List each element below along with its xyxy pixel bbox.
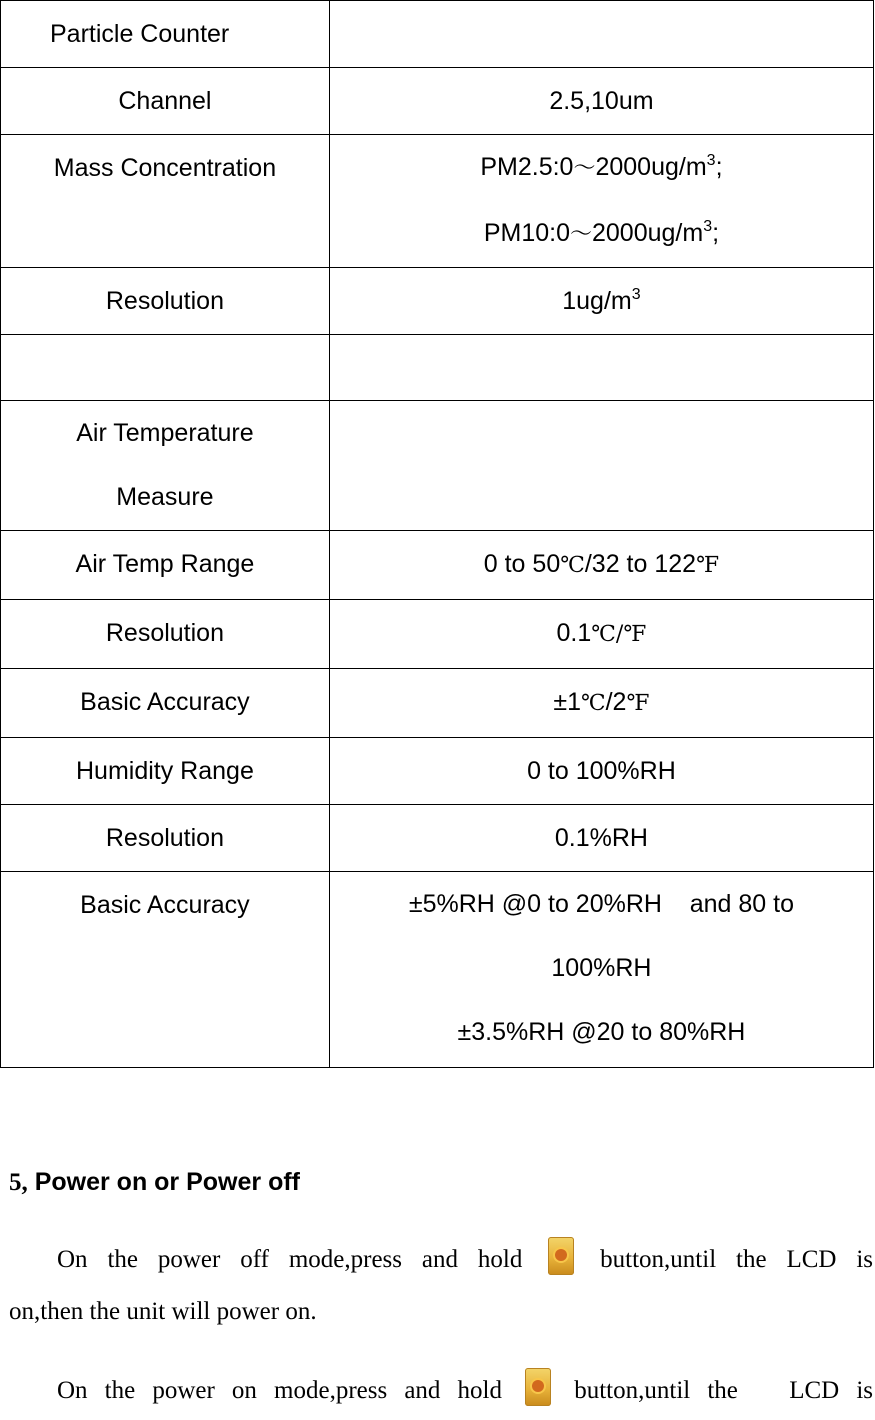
row-value: $1ug/m^3$ (329, 268, 873, 335)
row-value (329, 335, 873, 401)
table-row (1, 335, 874, 401)
paragraph-text: on,then the unit will power on. (9, 1298, 317, 1325)
row-label: Resolution (1, 805, 330, 872)
row-value (329, 135, 873, 268)
row-label: Humidity Range (1, 738, 330, 805)
row-label (1, 401, 330, 531)
value-line: $PM2.5:0\sim 2000ug/m^3$; (480, 152, 723, 181)
row-value (329, 872, 873, 1068)
row-label: Resolution (1, 268, 330, 335)
table-row (1, 1, 874, 68)
paragraph-line (9, 1231, 873, 1289)
power-button-icon (548, 1237, 574, 1275)
table-row (1, 268, 874, 335)
value-line: 100%RH (551, 954, 652, 982)
value-line: $PM10:0\sim 2000ug/m^3$; (483, 218, 720, 247)
section-number: 5, (9, 1169, 28, 1196)
row-label: Channel (1, 68, 330, 135)
row-value: 0 to 100%RH (329, 738, 873, 805)
row-label (1, 335, 330, 401)
table-row (1, 738, 874, 805)
row-label: Mass Concentration (1, 135, 330, 268)
label-line: Air Temperature (76, 419, 254, 447)
table-row (1, 600, 874, 669)
paragraph-text: button,until the LCD is (574, 1377, 874, 1404)
label-line: Measure (116, 483, 214, 511)
row-value (329, 401, 873, 531)
section-heading (9, 1168, 300, 1197)
table-row (1, 68, 874, 135)
paragraph-text: button,until the LCD is (600, 1246, 874, 1273)
value-line: ±3.5%RH @20 to 80%RH (457, 1018, 746, 1046)
table-row (1, 531, 874, 600)
paragraph-line (9, 1362, 873, 1420)
row-value: 0.1%RH (329, 805, 873, 872)
row-value (329, 1, 873, 68)
table-row (1, 805, 874, 872)
power-button-icon (525, 1368, 551, 1406)
section-title: Power on or Power off (34, 1168, 300, 1196)
table-row (1, 669, 874, 738)
row-label: Basic Accuracy (1, 669, 330, 738)
row-label: Air Temp Range (1, 531, 330, 600)
row-label: Particle Counter (1, 1, 330, 68)
row-label: Resolution (1, 600, 330, 669)
row-value: 2.5,10um (329, 68, 873, 135)
row-label: Basic Accuracy (1, 872, 330, 1068)
table-row (1, 135, 874, 268)
row-value: 0.1℃/℉ (329, 600, 873, 669)
paragraph-text: On the power on mode,press and hold (57, 1377, 502, 1404)
row-value: 0 to 50℃/32 to 122℉ (329, 531, 873, 600)
table-row (1, 401, 874, 531)
value-line: ±5%RH @0 to 20%RH and 80 to (408, 890, 794, 918)
paragraph-text: On the power off mode,press and hold (57, 1246, 523, 1273)
row-value: ±1℃/2℉ (329, 669, 873, 738)
table-row (1, 872, 874, 1068)
